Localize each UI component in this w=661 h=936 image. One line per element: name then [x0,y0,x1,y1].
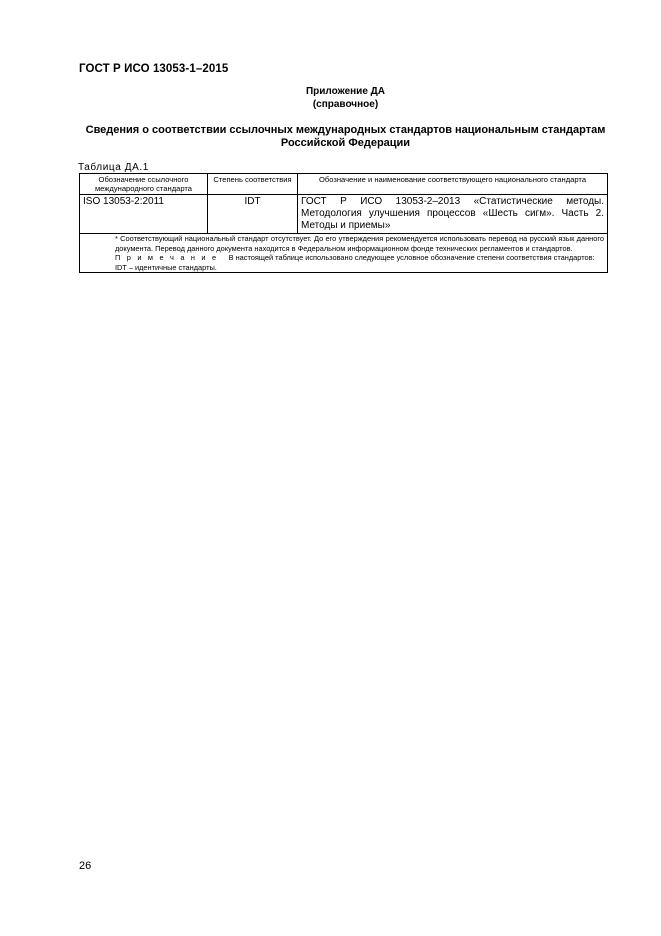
table-caption: Таблица ДА.1 [78,162,149,173]
section-heading [79,124,612,150]
cell-national-standard: ГОСТ Р ИСО 13053-2–2013 «Статистические методы. Методология улучшения процессов «Шесть сигм». Часть 2. Методы и приемы» [298,195,608,234]
table-notes-row [80,234,608,273]
column-header-intl-standard: Обозначение ссылочного международного стандарта [80,174,208,195]
column-header-national-standard: Обозначение и наименование соответствующего национального стандарта [298,174,608,195]
section-heading-line-1: Сведения о соответствии ссылочных международных стандартов национальным стандартам [85,124,606,136]
annex-type: (справочное) [312,99,379,110]
annex-title: Приложение ДА [305,86,386,97]
cell-degree: IDT [208,195,298,234]
table-row [80,195,608,234]
footnote: * Соответствующий национальный стандарт отсутствует. До его утверждения рекомендуется использовать перевод на русский язык данного документа. Перевод данного документа находится в Федеральном информационном фонде технических регламентов и стандартов. [115,234,604,253]
document-code: ГОСТ Р ИСО 13053-1–2015 [79,63,229,75]
note-text: В настоящей таблице использовано следующее условное обозначение степени соответствия стандартов: [228,253,595,263]
cell-intl-standard: ISO 13053-2:2011 [80,195,208,234]
table-header-row [80,174,608,195]
table-notes [80,234,608,273]
note [83,253,604,263]
note-label: П р и м е ч а н и е [115,253,219,263]
page-number: 26 [79,860,92,872]
column-header-degree: Степень соответствия [208,174,298,195]
legend: IDT – идентичные стандарты. [115,262,217,272]
correspondence-table [79,173,608,273]
section-heading-line-2: Российской Федерации [280,137,411,149]
